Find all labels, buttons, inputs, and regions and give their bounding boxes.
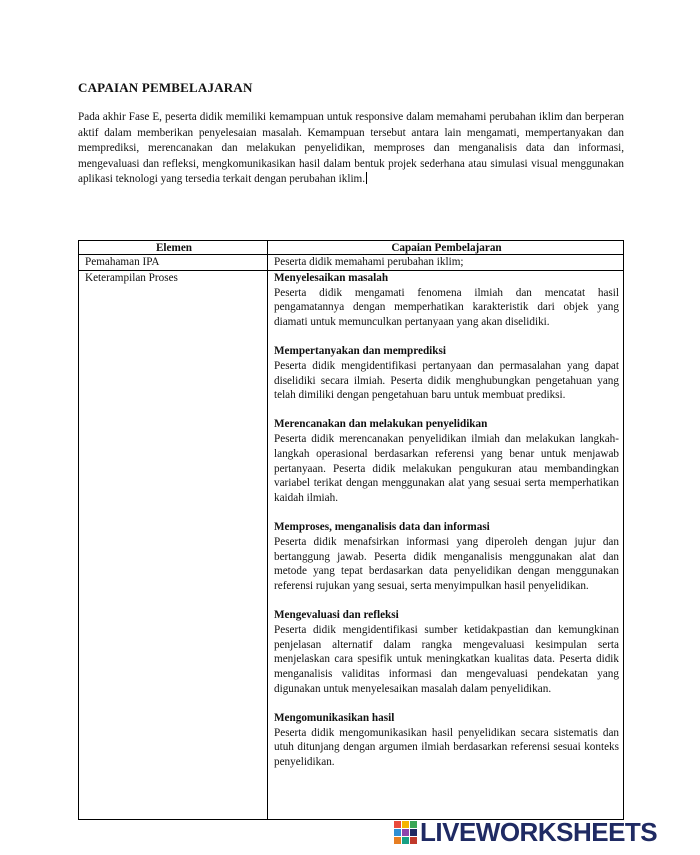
table-header-row	[79, 241, 624, 255]
section-merencanakan	[274, 417, 619, 506]
section-mengevaluasi	[274, 608, 619, 697]
capaian-cell-keterampilan	[268, 270, 624, 819]
section-title: Mempertanyakan dan memprediksi	[274, 344, 446, 357]
section-text: Peserta didik merencanakan penyelidikan ilmiah dan melakukan langkah-langkah operasional berdasarkan referensi yang benar untuk menjawab pertanyaan. Peserta didik melakukan pengukuran atau membandingkan variabel terikat dengan menggunakan alat yang sesuai serta memperhatikan kaidah ilmiah.	[274, 432, 619, 505]
liveworksheets-watermark	[394, 817, 657, 847]
capaian-table	[78, 240, 624, 820]
elemen-cell-pemahaman: Pemahaman IPA	[79, 255, 268, 271]
section-title: Merencanakan dan melakukan penyelidikan	[274, 418, 488, 431]
section-title: Menyelesaikan masalah	[274, 271, 389, 284]
document-body	[78, 80, 624, 188]
watermark-brand: LIVEWORKSHEETS	[420, 816, 658, 847]
section-mengomunikasikan	[274, 711, 619, 770]
table-row	[79, 270, 624, 819]
table-row	[79, 255, 624, 271]
section-text: Peserta didik mengidentifikasi pertanyaan dan permasalahan yang dapat diselidiki secara ilmiah. Peserta didik menghubungkan pengetahuan yang telah dimiliki dengan pengetahuan baru untuk membuat prediksi.	[274, 359, 619, 402]
section-text: Peserta didik mengomunikasikan hasil penyelidikan secara sistematis dan utuh ditunjang dengan argumen ilmiah berdasarkan referensi sesuai konteks penyelidikan.	[274, 726, 619, 769]
page-title: CAPAIAN PEMBELAJARAN	[78, 80, 253, 95]
section-menyelesaikan	[274, 271, 619, 330]
capaian-cell-pemahaman: Peserta didik memahami perubahan iklim;	[268, 255, 624, 271]
elemen-cell-keterampilan: Keterampilan Proses	[79, 270, 268, 819]
section-mempertanyakan	[274, 344, 619, 403]
section-text: Peserta didik menafsirkan informasi yang diperoleh dengan jujur dan bertanggung jawab. Peserta didik menganalisis menggunakan alat dan metode yang tepat berdasarkan data penyelidikan dengan menggunakan referensi rujukan yang sesuai, serta menyimpulkan hasil penyelidikan.	[274, 535, 619, 593]
intro-paragraph	[78, 110, 624, 188]
section-title: Mengomunikasikan hasil	[274, 711, 395, 724]
text-cursor	[366, 172, 367, 184]
section-title: Memproses, menganalisis data dan informasi	[274, 520, 490, 533]
section-text: Peserta didik mengidentifikasi sumber ketidakpastian dan kemungkinan penjelasan alternatif dalam rangka mengevaluasi kesimpulan serta menjelaskan cara spesifik untuk meningkatkan kualitas data. Peserta didik menganalisis validitas informasi dan mengevaluasi pendekatan yang digunakan untuk menyelesaikan masalah dalam penyelidikan.	[274, 623, 619, 695]
section-title: Mengevaluasi dan refleksi	[274, 608, 399, 621]
intro-text: Pada akhir Fase E, peserta didik memiliki kemampuan untuk responsive dalam memahami perubahan iklim dan berperan aktif dalam memberikan penyelesaian masalah. Kemampuan tersebut antara lain mengamati, mempertanyakan dan memprediksi, merencanakan dan melakukan penyelidikan, memproses dan menganalisis data dan informasi, mengevaluasi dan refleksi, mengkomunikasikan hasil dalam bentuk projek sederhana atau simulasi visual menggunakan aplikasi teknologi yang tersedia terkait dengan perubahan iklim.	[78, 111, 624, 186]
header-elemen: Elemen	[79, 241, 268, 255]
liveworksheets-logo-icon	[394, 821, 417, 844]
header-capaian: Capaian Pembelajaran	[268, 241, 624, 255]
section-text: Peserta didik mengamati fenomena ilmiah dan mencatat hasil pengamatannya dengan memperhatikan karakteristik dari objek yang diamati untuk memunculkan pertanyaan yang akan diselidiki.	[274, 286, 619, 329]
section-memproses	[274, 520, 619, 594]
